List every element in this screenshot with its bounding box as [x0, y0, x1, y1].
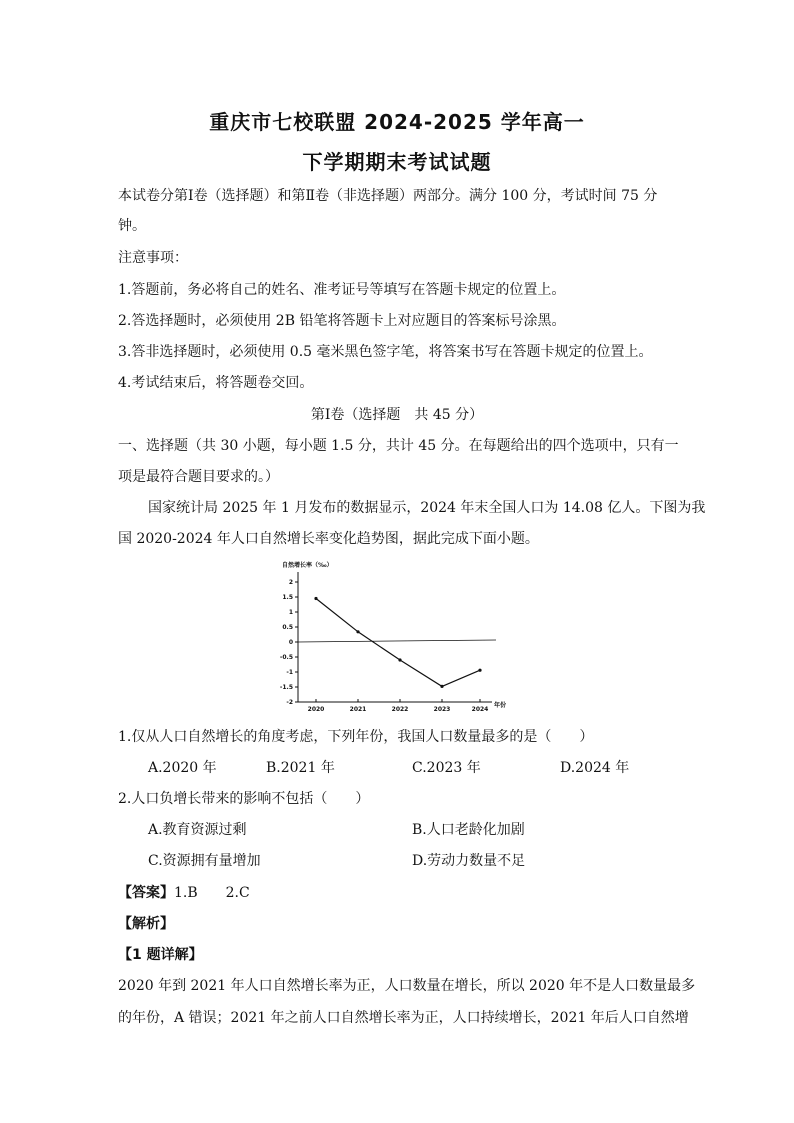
q2-option-a[interactable]: A.教育资源过剩 — [148, 822, 247, 838]
analysis-detail-label: 【1 题详解】 — [118, 947, 203, 963]
analysis-line-2: 的年份，A 错误；2021 年之前人口自然增长率为正，人口持续增长，2021 年后人口自然增 — [118, 1010, 689, 1026]
intro-line-2: 钟。 — [118, 218, 146, 234]
question-1-stem: 1.仅从人口自然增长的角度考虑，下列年份，我国人口数量最多的是（ ） — [118, 729, 594, 745]
y-tick-label: 1.5 — [282, 594, 293, 601]
x-tick-label: 2021 — [349, 706, 367, 713]
data-point — [314, 597, 317, 600]
chart-svg — [268, 558, 518, 720]
y-tick-label: -1 — [286, 669, 293, 676]
y-tick-label: -1.5 — [279, 684, 293, 691]
data-point — [440, 685, 443, 688]
data-point — [356, 630, 359, 633]
chart-x-axis-label: 年份 — [494, 702, 507, 709]
section-title: 第Ⅰ卷（选择题 共 45 分） — [310, 407, 484, 423]
q1-option-a[interactable]: A.2020 年 — [148, 760, 217, 776]
x-tick-label: 2023 — [433, 706, 451, 713]
q2-option-c[interactable]: C.资源拥有量增加 — [148, 853, 261, 869]
q1-option-b[interactable]: B.2021 年 — [266, 760, 335, 776]
q1-option-c[interactable]: C.2023 年 — [412, 760, 481, 776]
y-tick-label: -0.5 — [279, 654, 293, 661]
q2-option-d[interactable]: D.劳动力数量不足 — [412, 853, 526, 869]
y-tick-label: -2 — [286, 699, 293, 706]
x-tick-label: 2020 — [307, 706, 325, 713]
passage-line-2: 国 2020-2024 年人口自然增长率变化趋势图，据此完成下面小题。 — [118, 531, 539, 547]
q2-option-b[interactable]: B.人口老龄化加剧 — [412, 822, 525, 838]
note-item-4: 4.考试结束后，将答题卷交回。 — [118, 375, 314, 391]
y-tick-label: 2 — [288, 579, 293, 586]
answer-label: 【答案】 — [118, 885, 174, 901]
notes-heading: 注意事项： — [118, 250, 188, 266]
analysis-label: 【解析】 — [118, 916, 174, 932]
series-line — [316, 599, 480, 687]
data-point — [478, 669, 481, 672]
q1-option-d[interactable]: D.2024 年 — [560, 760, 630, 776]
y-tick-label: 0 — [288, 639, 293, 646]
question-2-stem: 2.人口负增长带来的影响不包括（ ） — [118, 791, 370, 807]
exam-title: 重庆市七校联盟 2024-2025 学年高一 — [209, 110, 585, 134]
data-point — [398, 658, 401, 661]
answer-line — [118, 883, 678, 903]
x-tick-label: 2024 — [471, 706, 489, 713]
y-tick-label: 1 — [288, 609, 293, 616]
section-instruction-1: 一、选择题（共 30 小题，每小题 1.5 分，共计 45 分。在每题给出的四个选项中，只有一 — [118, 438, 679, 454]
note-item-3: 3.答非选择题时，必须使用 0.5 毫米黑色签字笔，将答案书写在答题卡规定的位置上。 — [118, 344, 653, 360]
answer-values: 1.B 2.C — [174, 885, 250, 901]
chart-y-axis-label: 自然增长率（‰） — [282, 562, 333, 569]
section-instruction-2: 项是最符合题目要求的。） — [118, 469, 279, 485]
x-tick-label: 2022 — [391, 706, 409, 713]
zero-reference-line — [298, 640, 496, 642]
note-item-1: 1.答题前，务必将自己的姓名、准考证号等填写在答题卡规定的位置上。 — [118, 282, 566, 298]
note-item-2: 2.答选择题时，必须使用 2B 铅笔将答题卡上对应题目的答案标号涂黑。 — [118, 313, 566, 329]
passage-line-1: 国家统计局 2025 年 1 月发布的数据显示，2024 年末全国人口为 14.08 亿人。下图为我 — [148, 500, 706, 516]
analysis-line-1: 2020 年到 2021 年人口自然增长率为正，人口数量在增长，所以 2020 年不是人口数量最多 — [118, 978, 696, 994]
intro-line-1: 本试卷分第Ⅰ卷（选择题）和第Ⅱ卷（非选择题）两部分。满分 100 分，考试时间 75 分 — [118, 188, 658, 204]
population-growth-chart — [268, 558, 518, 720]
exam-subtitle: 下学期期末考试试题 — [302, 150, 492, 174]
y-tick-label: 0.5 — [282, 624, 293, 631]
